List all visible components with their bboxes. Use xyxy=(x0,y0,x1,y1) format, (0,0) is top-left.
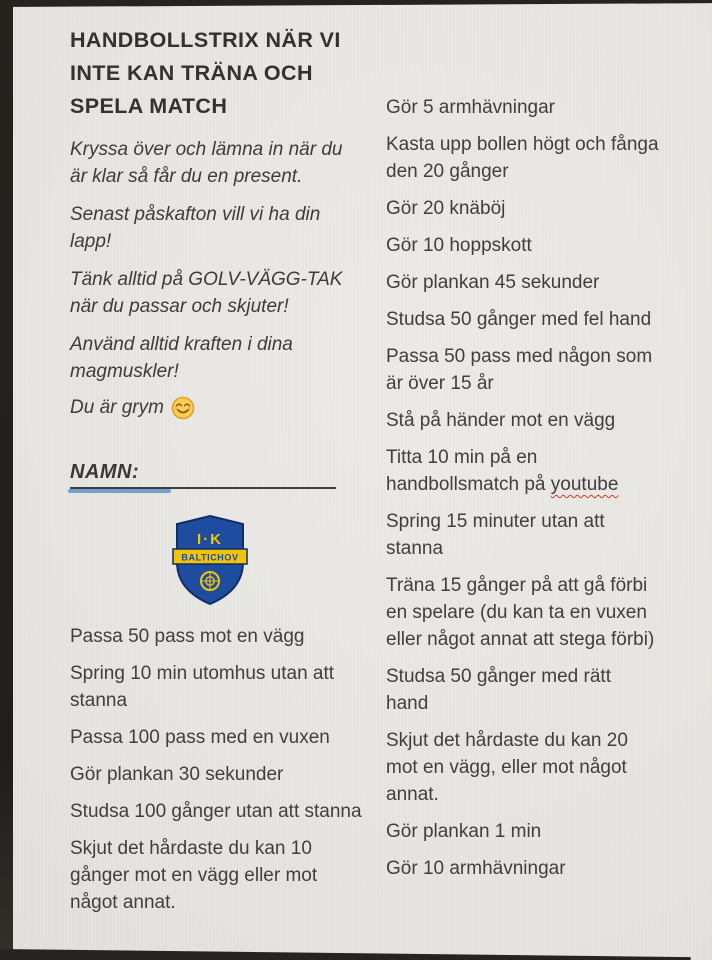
task-item: Stå på händer mot en vägg xyxy=(386,410,616,431)
right-task-list xyxy=(386,94,664,882)
task-item: Gör 10 armhävningar xyxy=(386,858,566,879)
document-title-line: HANDBOLLSTRIX NÄR VI xyxy=(70,28,341,52)
photo-edge-bottom xyxy=(0,947,712,960)
task-item: Studsa 50 gånger med rätt hand xyxy=(386,666,611,714)
task-item: Studsa 100 gånger utan att stanna xyxy=(70,801,362,822)
intro-section xyxy=(70,136,362,420)
task-item: Gör plankan 45 sekunder xyxy=(386,272,600,293)
task-item: Gör plankan 30 sekunder xyxy=(70,764,284,785)
task-item: Gör 10 hoppskott xyxy=(386,235,532,256)
task-item-youtube xyxy=(386,444,664,498)
smiling-face-emoji-icon xyxy=(171,396,195,420)
intro-paragraph: Senast påskafton vill vi ha din lapp! xyxy=(70,204,321,252)
task-item: Träna 15 gånger på att gå förbi en spelare (du kan ta en vuxen eller något annat att stega förbi) xyxy=(386,575,655,650)
task-item: Gör 5 armhävningar xyxy=(386,97,555,118)
task-item: Passa 100 pass med en vuxen xyxy=(70,727,330,748)
intro-paragraph: Tänk alltid på GOLV-VÄGG-TAK när du passar och skjuter! xyxy=(70,269,343,317)
task-item: Kasta upp bollen högt och fånga den 20 gånger xyxy=(386,134,659,182)
praise-line xyxy=(70,396,362,420)
document-title-line: INTE KAN TRÄNA OCH xyxy=(70,61,313,85)
task-item: Passa 50 pass mot en vägg xyxy=(70,626,305,647)
left-column xyxy=(70,24,362,926)
logo-club-name: BALTICHOV xyxy=(181,552,239,563)
right-column xyxy=(386,94,664,892)
task-item: Studsa 50 gånger med fel hand xyxy=(386,309,652,330)
intro-paragraph: Kryssa över och lämna in när du är klar så får du en present. xyxy=(70,139,343,187)
document-title xyxy=(70,24,362,123)
task-item: Spring 10 min utomhus utan att stanna xyxy=(70,663,335,711)
name-blue-mark xyxy=(68,489,171,493)
task-text: Titta 10 min på en handbollsmatch på xyxy=(386,447,551,495)
task-item: Gör 20 knäböj xyxy=(386,198,506,219)
photo-edge-top xyxy=(0,0,712,7)
left-task-list xyxy=(70,623,362,916)
name-fill-line xyxy=(70,461,336,489)
task-item: Skjut det hårdaste du kan 10 gånger mot en vägg eller mot något annat. xyxy=(70,838,318,913)
praise-text: Du är grym xyxy=(70,397,164,418)
document-title-line: SPELA MATCH xyxy=(70,94,228,118)
spellchecked-word: youtube xyxy=(550,474,619,495)
intro-paragraph: Använd alltid kraften i dina magmuskler! xyxy=(70,334,293,382)
task-item: Skjut det hårdaste du kan 20 mot en vägg, eller mot något annat. xyxy=(386,730,628,805)
task-item: Spring 15 minuter utan att stanna xyxy=(386,511,605,559)
task-item: Gör plankan 1 min xyxy=(386,821,542,842)
name-label: NAMN: xyxy=(70,461,140,483)
club-logo xyxy=(170,513,250,607)
task-item: Passa 50 pass med någon som är över 15 år xyxy=(386,346,653,394)
logo-club-initials: I·K xyxy=(197,531,223,548)
photo-edge-left xyxy=(0,0,13,960)
